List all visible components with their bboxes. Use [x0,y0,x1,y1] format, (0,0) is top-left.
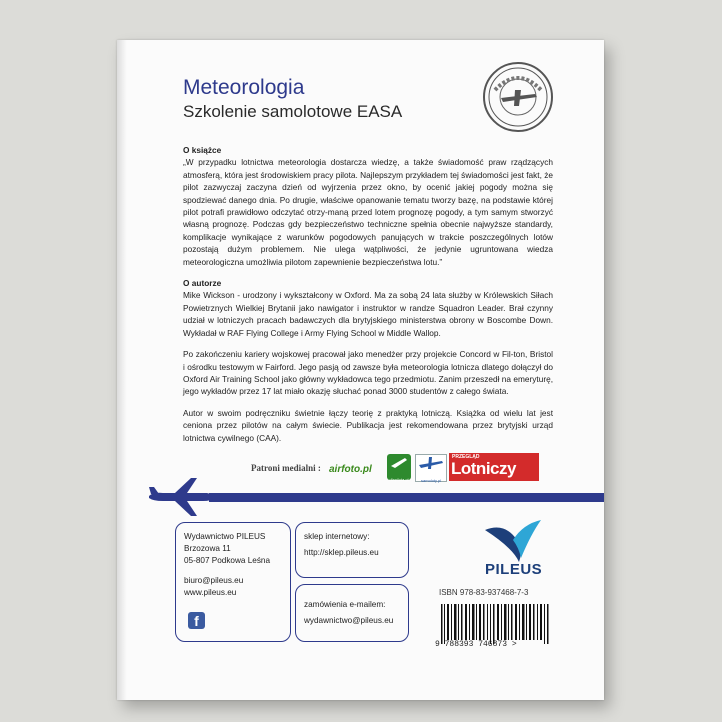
dlapilota-logo: dlapilota.pl [387,454,411,480]
blue-band [209,493,604,502]
about-book-text: „W przypadku lotnictwa meteorologia dostarcza wiedzę, a także świadomość praw rządzących atmosferą, która jest środowiskiem pracy pilota. Najlepszym przykładem tej świadomości jest fakt, że pilot zazwyczaj zaczyna dzień od wyjrzenia przez okno, by ocenić jakiej pogody można się spodziewać danego dnia. Po drugie, właściwe opanowanie tematu tworzy bazę, na podstawie której pilot potrafi prawidłowo odczytać otrzy-maną przed lotem prognozę pogody, a tym samym stworzyć własną prognozę. Podczas gdy bezpieczeństwo techniczne spełnia obecnie najwyższe standardy, komplikacje wynikające z warunków pogodowych panujących w trakcie poszczególnych lotów pozostają dużym problemem. Nie ulega wątpliwości, że jedynie ugruntowana wiedza meteorologiczna umożliwia pilotom zapewnienie bezpieczeństwa lotu.” [183,157,553,267]
samoloty-logo: samoloty.pl [415,454,447,482]
przeglad-lotniczy-logo: PRZEGLĄD Lotniczy [449,453,539,481]
publisher-address-box [175,522,291,642]
airfoto-logo: airfoto.pl [329,464,372,475]
media-patrons-label: Patroni medialni : [251,463,321,473]
isbn-number: ISBN 978-83-937468-7-3 [439,588,529,597]
book-title: Meteorologia [183,76,305,99]
publisher-city: 05-807 Podkowa Leśna [184,556,271,565]
publisher-street: Brzozowa 11 [184,544,231,553]
about-book-heading: O książce [183,145,222,155]
orders-email-link[interactable]: wydawnictwo@pileus.eu [304,616,394,625]
book-subtitle: Szkolenie samolotowe EASA [183,102,403,121]
email-orders-box [295,584,409,642]
orders-label: zamówienia e-mailem: [304,600,386,609]
publisher-email-link[interactable]: biuro@pileus.eu [184,576,244,585]
about-author-paragraph-2: Po zakończeniu kariery wojskowej pracował jako menedżer przy projekcie Concord w Fil-ton, Bristol i ośrodku testowym w Fairford. Jego pasją od zawsze była meteorologia lotnicza dlatego dołączył do Oxford Air Training School jako główny wykładowca tego przedmiotu. Zanim przeszedł na emeryturę, jego wykładów przez 17 lat miało okazję słuchać ponad 3000 studentów z całego świata. [183,349,553,397]
spine-shadow [117,40,127,700]
barcode-digits: 9 788393 746873 > [435,640,517,649]
about-author-heading: O autorze [183,278,222,289]
publisher-name: Wydawnictwo PILEUS [184,532,266,541]
pileus-stamp-logo [481,60,555,134]
publisher-website-link[interactable]: www.pileus.eu [184,588,237,597]
facebook-icon[interactable]: f [188,612,205,629]
pileus-brand-text: PILEUS [485,561,543,578]
about-author-paragraph-3: Autor w swoim podręczniku świetnie łączy teorię z praktyką lotniczą. Książka od wielu lat jest ceniona przez pilotów na całym świecie. Publikacja jest rekomendowana przez brytyjski urząd lotnictwa cywilnego (CAA). [183,407,553,443]
cover-body-text [183,144,553,453]
about-author-paragraph-1: Mike Wickson - urodzony i wykształcony w Oxford. Ma za sobą 24 lata służby w Królewskich Siłach Powietrznych Wielkiej Brytanii jako nawigator i instruktor w randze Squadron Leader. Brał czynny udział w lotniczych pracach badawczych dla brytyjskiego ministerstwa obrony w Boscombe Down. Wykładał w RAF Flying College i Army Flying School w Middle Wallop. [183,290,553,338]
shop-label: sklep internetowy: [304,532,370,541]
shop-url-link[interactable]: http://sklep.pileus.eu [304,548,379,557]
book-back-cover [117,40,604,700]
online-shop-box [295,522,409,578]
airplane-icon [147,477,217,517]
